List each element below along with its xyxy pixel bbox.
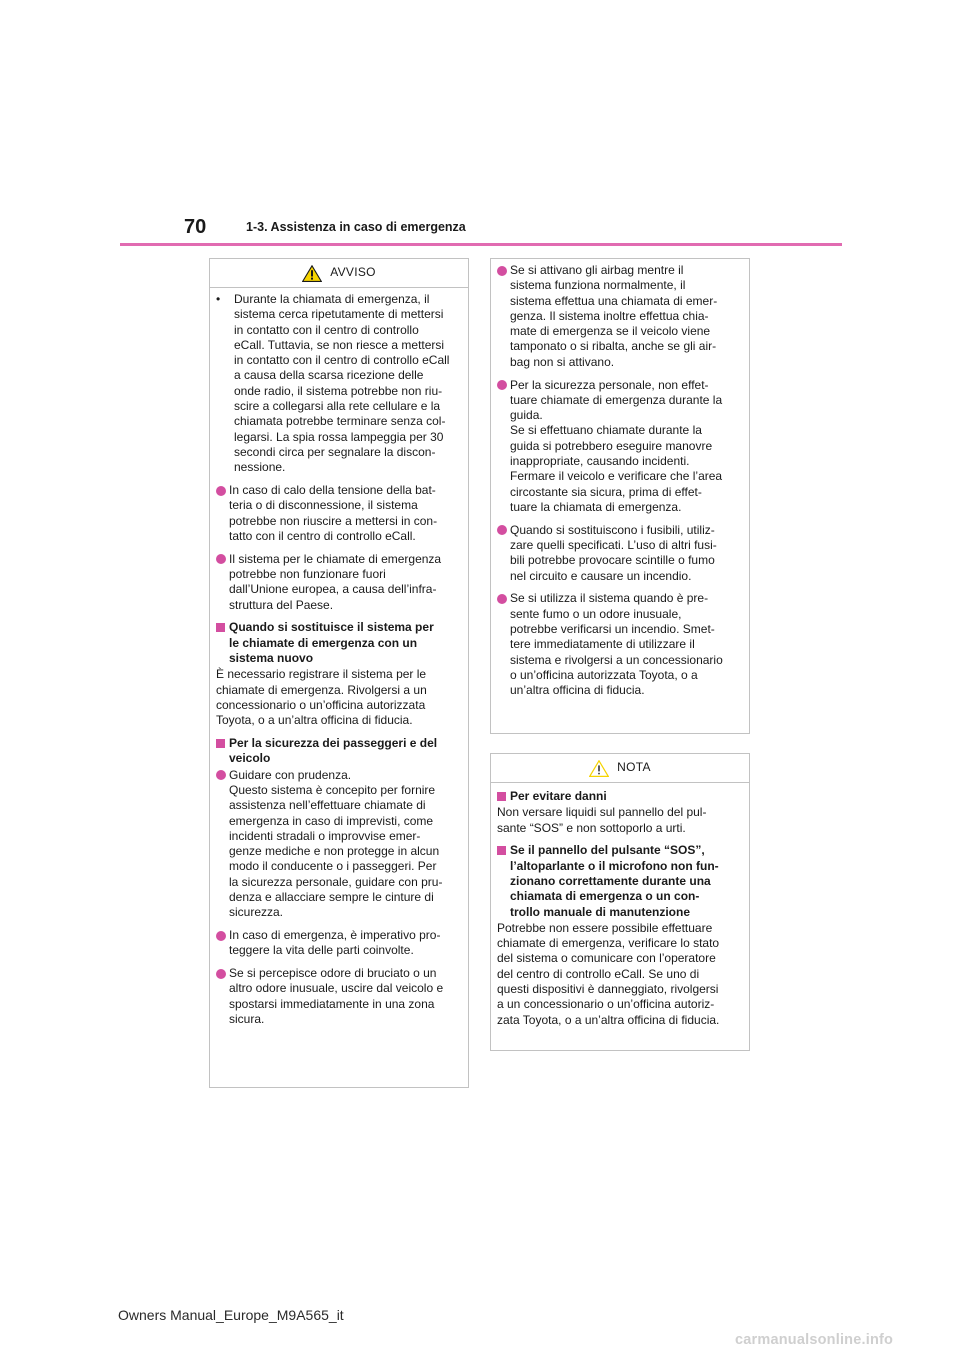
warning-bullet-item [216,483,459,544]
warning-box-title: AVVISO [330,265,376,280]
page-number: 70 [184,216,207,238]
warning-bullet-text: In caso di emergenza, è imperativo pro- teggere la vita delle parti coinvolte. [229,928,441,958]
bullet-dot-icon [216,931,226,941]
header-rule [120,243,842,246]
bullet-dot-icon [497,266,507,276]
section-title: 1-3. Assistenza in caso di emergenza [246,220,466,234]
section-heading-text: Quando si sostituisce il sistema per le chiamate di emergenza con un sistema nuovo [229,620,434,666]
section-heading [497,843,740,919]
warning-bullet-item [497,523,740,584]
warning-dash-item [216,292,459,476]
paragraph: Non versare liquidi sul pannello del pul- sante “SOS” e non sottoporlo a urti. [497,805,707,835]
warning-bullet-item [497,591,740,698]
warning-box-left [209,258,469,1088]
warning-bullet-text: Per la sicurezza personale, non effet- tuare chiamate di emergenza durante la guida. Se si effettuano chiamate durante la guida si potrebbero eseguire manovre inappropriate, causando incidenti. Fermare il veicolo e verificare che l’area circostante sia sicura, prima di effet- tuare la chiamata di emergenza. [510,377,723,514]
warning-triangle-icon [302,265,322,282]
warning-bullet-item [216,552,459,613]
warning-bullet-text: Se si utilizza il sistema quando è pre- sente fumo o un odore inusuale, potrebbe verificarsi un incendio. Smet- tere immediatamente di utilizzare il sistema e rivolgersi a un concessionario o un’officina autorizzata Toyota, o a un’altra officina di fiducia. [510,591,723,698]
warning-box-header [210,259,468,288]
square-marker-icon [497,792,506,801]
dash-marker: • [216,292,221,306]
square-marker-icon [216,739,225,748]
section-heading-text: Se il pannello del pulsante “SOS”, l’altoparlante o il microfono non fun- zionano correttamente durante una chiamata di emergenza o un con- trollo manuale di manutenzione [510,843,719,919]
section-heading-text: Per evitare danni [510,789,607,803]
section-heading [216,736,459,767]
warning-bullet-item [497,378,740,516]
warning-bullet-text: Se si percepisce odore di bruciato o un altro odore inusuale, uscire dal veicolo e spostarsi immediatamente in una zona sicura. [229,966,444,1027]
note-box-title: NOTA [617,760,651,775]
section-heading-text: Per la sicurezza dei passeggeri e del veicolo [229,736,438,766]
warning-bullet-text: In caso di calo della tensione della bat- teria o di disconnessione, il sistema potrebbe non riuscire a mettersi in con- tatto con il centro di controllo eCall. [229,483,438,543]
bullet-dot-icon [216,969,226,979]
bullet-dot-icon [497,594,507,604]
warning-bullet-text: Quando si sostituiscono i fusibili, utiliz- zare quelli specificati. L’uso di altri fusi- bili potrebbe provocare scintille o fumo nel circuito e causare un incendio. [510,522,717,583]
warning-bullet-item [216,928,459,959]
caution-triangle-icon [589,760,609,777]
warning-bullet-text: Se si attivano gli airbag mentre il sistema funziona normalmente, il sistema effettua una chiamata di emer- genza. Il sistema inoltre effettua chia- mate di emergenza se il veicolo viene tamponato o si ribalta, anche se gli air- bag non si attivano. [510,263,718,369]
square-marker-icon [216,623,225,632]
section-heading [216,620,459,666]
footer-text: Owners Manual_Europe_M9A565_it [118,1307,344,1323]
warning-box-right [490,258,750,734]
bullet-dot-icon [497,525,507,535]
warning-bullet-text: Guidare con prudenza. Questo sistema è concepito per fornire assistenza nell’effettuare chiamate di emergenza in caso di imprevisti, come incidenti stradali o improvvise emer- genze mediche e non protegge in alcun modo il conducente o i passeggeri. Per la sicurezza personale, guidare con pru- denza e allacciare sempre le cinture di sicurezza. [229,767,443,920]
warning-bullet-item [216,768,459,921]
paragraph: È necessario registrare il sistema per le chiamate di emergenza. Rivolgersi a un concessionario o un’officina autorizzata Toyota, o a un’altra officina di fiducia. [216,667,427,728]
bullet-dot-icon [216,554,226,564]
square-marker-icon [497,846,506,855]
warning-bullet-text: Il sistema per le chiamate di emergenza potrebbe non funzionare fuori dall’Unione europea, a causa dell’infra- struttura del Paese. [229,551,442,612]
note-box-header [491,754,749,783]
warning-dash-text: Durante la chiamata di emergenza, il sistema cerca ripetutamente di mettersi in contatto con il centro di controllo eCall. Tuttavia, se non riesce a mettersi in contatto con il centro di controllo eCall a causa della scarsa ricezione delle onde radio, il sistema potrebbe non riu- scire a collegarsi alla rete cellulare e la chiamata potrebbe terminare senza col- legarsi. La spia rossa lampeggia per 30 secondi circa per segnalare la discon- nessione. [234,292,450,475]
warning-bullet-item [497,263,740,370]
watermark-text: carmanualsonline.info [735,1332,894,1348]
section-heading [497,789,740,804]
paragraph: Potrebbe non essere possibile effettuare chiamate di emergenza, verificare lo stato del sistema o comunicare con l’operatore del centro di controllo eCall. Se uno di questi dispositivi è danneggiato, rivolgersi a un concessionario o un’officina autoriz- zata Toyota, o a un’altra officina di fiducia. [497,920,720,1027]
bullet-dot-icon [216,486,226,496]
warning-bullet-item [216,966,459,1027]
bullet-dot-icon [497,380,507,390]
note-box [490,753,750,1051]
bullet-dot-icon [216,770,226,780]
